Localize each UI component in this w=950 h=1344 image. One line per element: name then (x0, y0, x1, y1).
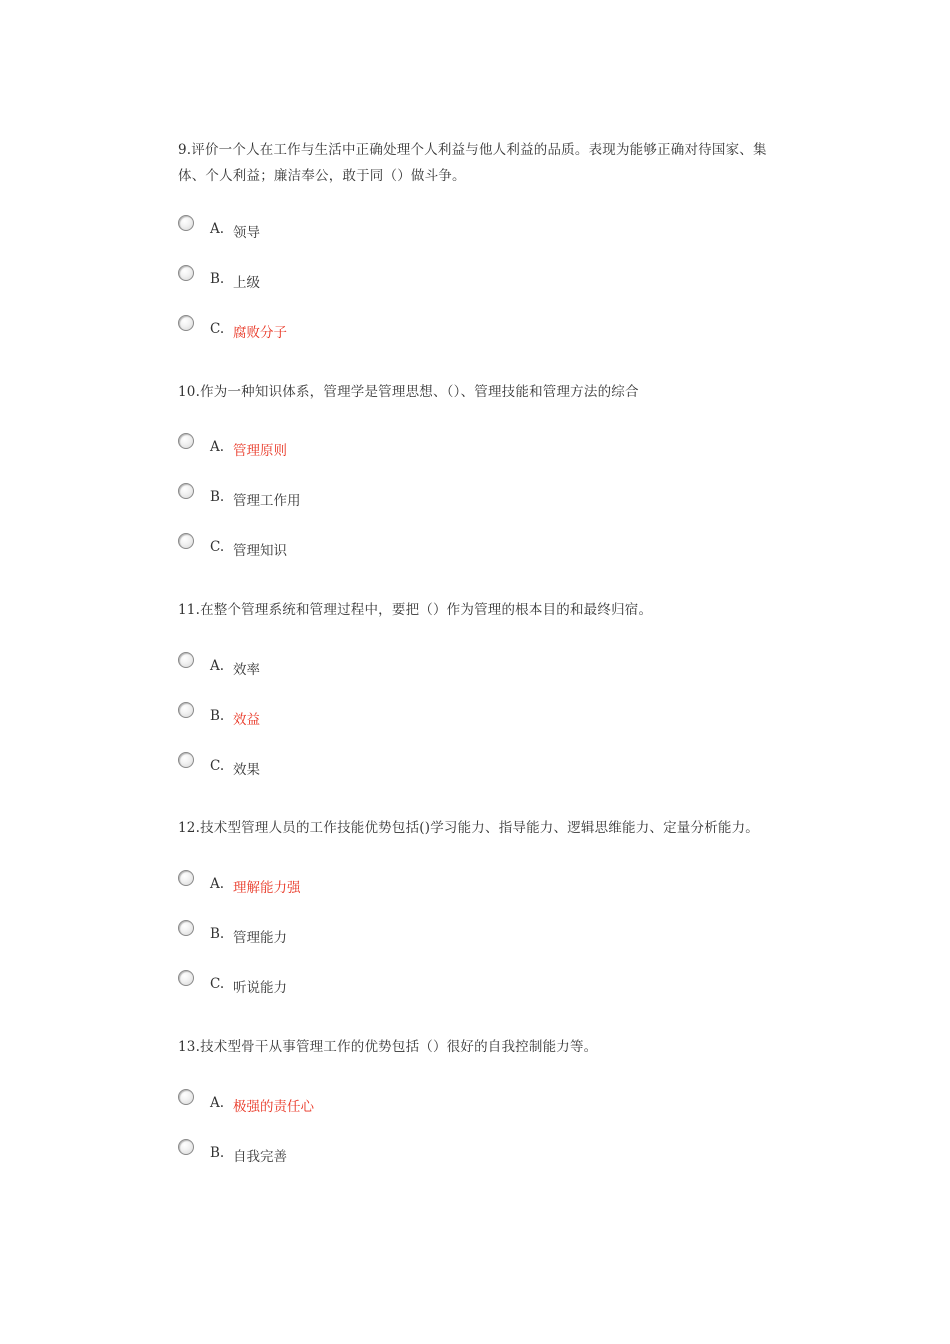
radio-button[interactable] (178, 870, 194, 886)
option-label: 管理知识 (233, 543, 287, 559)
option-c[interactable] (178, 533, 578, 563)
option-label: 效果 (233, 762, 260, 778)
option-letter: B. (210, 926, 225, 942)
option-label: 自我完善 (233, 1149, 287, 1165)
option-letter: A. (210, 221, 225, 237)
radio-button[interactable] (178, 970, 194, 986)
option-label-correct: 理解能力强 (233, 880, 301, 896)
question-text: 11.在整个管理系统和管理过程中，要把（）作为管理的根本目的和最终归宿。 (178, 602, 653, 618)
option-letter: A. (210, 1095, 225, 1111)
option-letter: A. (210, 658, 225, 674)
option-label: 管理工作用 (233, 493, 301, 509)
question-text: 13.技术型骨干从事管理工作的优势包括（）很好的自我控制能力等。 (178, 1039, 598, 1055)
option-b[interactable] (178, 1139, 578, 1169)
radio-button[interactable] (178, 265, 194, 281)
radio-button[interactable] (178, 702, 194, 718)
radio-button[interactable] (178, 483, 194, 499)
radio-button[interactable] (178, 533, 194, 549)
radio-button[interactable] (178, 1089, 194, 1105)
option-letter: B. (210, 1145, 225, 1161)
question-9 (178, 137, 788, 341)
question-text: 12.技术型管理人员的工作技能优势包括()学习能力、指导能力、逻辑思维能力、定量分析能力。 (178, 820, 760, 836)
option-label-correct: 腐败分子 (233, 325, 287, 341)
option-b[interactable] (178, 483, 578, 513)
option-label-correct: 极强的责任心 (233, 1099, 314, 1115)
question-11 (178, 597, 788, 778)
option-letter: C. (210, 321, 225, 337)
radio-button[interactable] (178, 920, 194, 936)
option-letter: C. (210, 758, 225, 774)
option-label: 听说能力 (233, 980, 287, 996)
option-label: 领导 (233, 225, 260, 241)
option-label: 效率 (233, 662, 260, 678)
option-letter: B. (210, 489, 225, 505)
option-letter: C. (210, 976, 225, 992)
option-b[interactable] (178, 920, 578, 950)
option-c[interactable] (178, 970, 578, 1000)
option-b[interactable] (178, 702, 578, 732)
radio-button[interactable] (178, 1139, 194, 1155)
radio-button[interactable] (178, 433, 194, 449)
option-a[interactable] (178, 215, 578, 245)
question-text: 10.作为一种知识体系，管理学是管理思想、（）、管理技能和管理方法的综合 (178, 384, 639, 400)
question-text: 9.评价一个人在工作与生活中正确处理个人利益与他人利益的品质。表现为能够正确对待国家、集体、个人利益；廉洁奉公，敢于同（）做斗争。 (178, 142, 767, 184)
radio-button[interactable] (178, 215, 194, 231)
option-label: 上级 (233, 275, 260, 291)
option-letter: B. (210, 708, 225, 724)
radio-button[interactable] (178, 315, 194, 331)
option-letter: A. (210, 439, 225, 455)
option-label-correct: 效益 (233, 712, 260, 728)
option-letter: C. (210, 539, 225, 555)
option-letter: B. (210, 271, 225, 287)
radio-button[interactable] (178, 652, 194, 668)
option-a[interactable] (178, 433, 578, 463)
option-letter: A. (210, 876, 225, 892)
option-label: 管理能力 (233, 930, 287, 946)
question-12 (178, 815, 788, 996)
option-c[interactable] (178, 752, 578, 782)
option-c[interactable] (178, 315, 578, 345)
question-13 (178, 1034, 788, 1165)
option-b[interactable] (178, 265, 578, 295)
option-a[interactable] (178, 1089, 578, 1119)
option-a[interactable] (178, 652, 578, 682)
radio-button[interactable] (178, 752, 194, 768)
option-label-correct: 管理原则 (233, 443, 287, 459)
option-a[interactable] (178, 870, 578, 900)
question-10 (178, 379, 788, 559)
